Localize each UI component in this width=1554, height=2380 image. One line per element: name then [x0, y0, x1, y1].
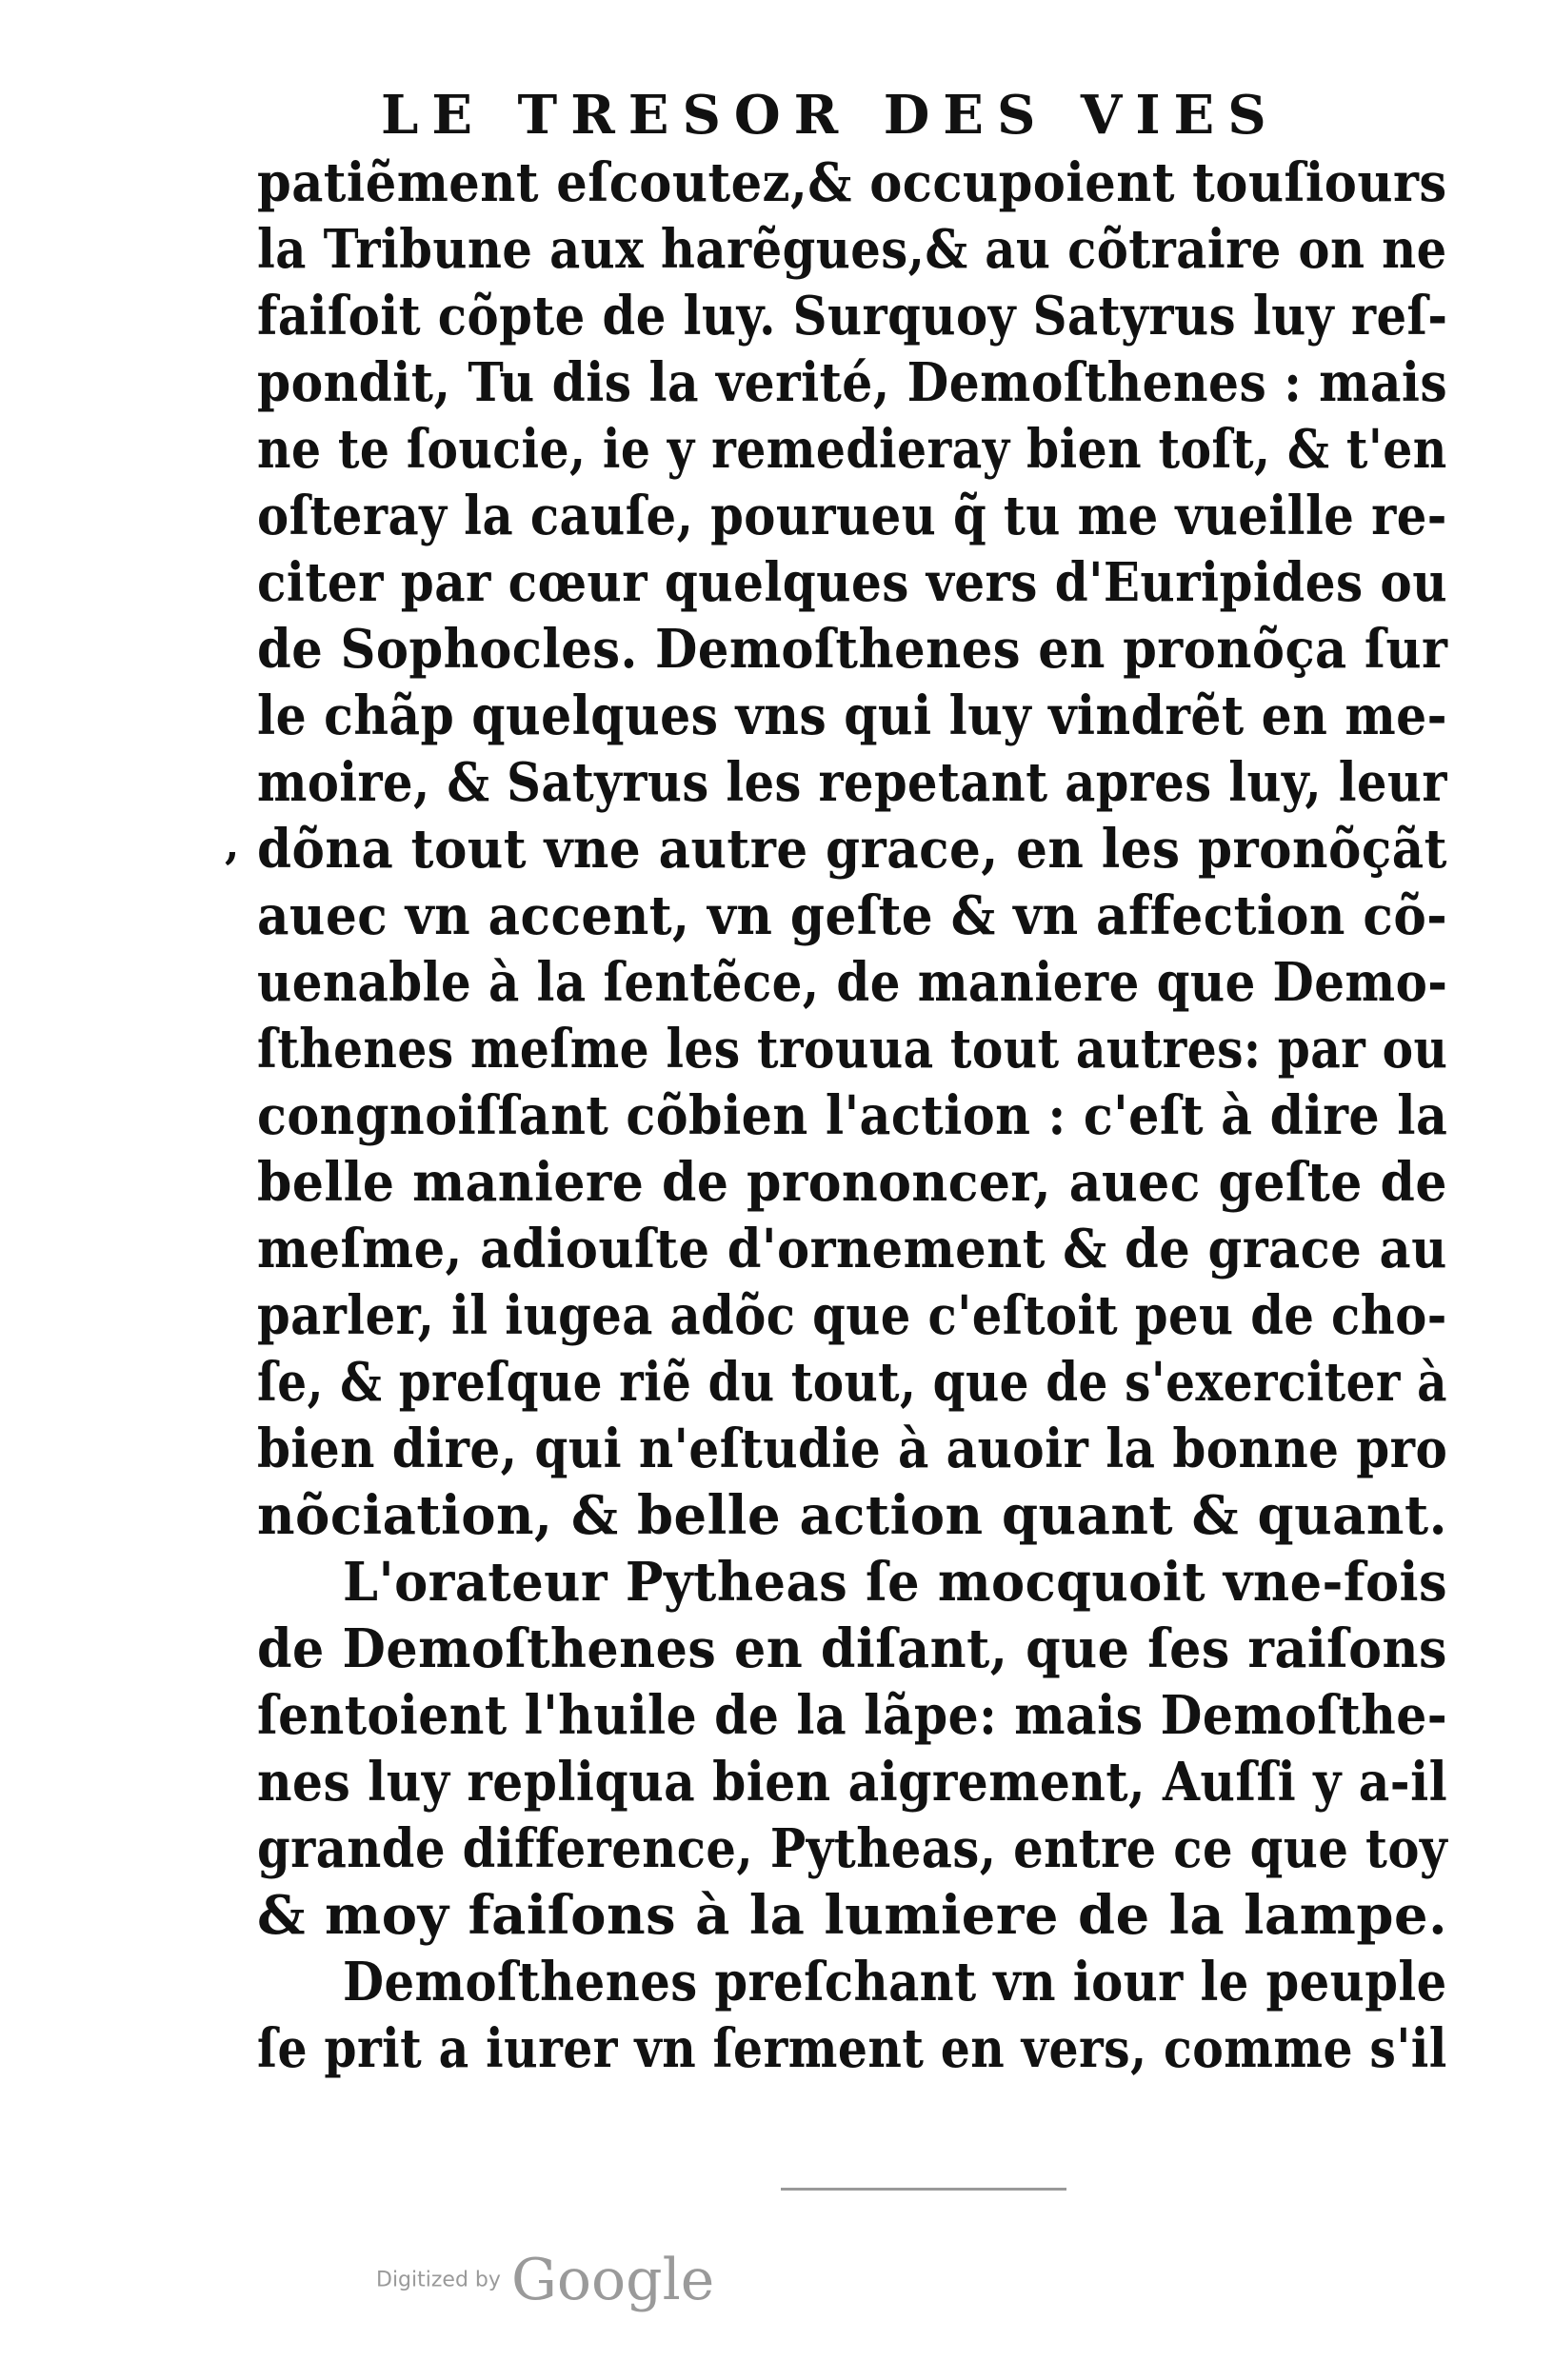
google-logo: Google: [511, 2247, 715, 2313]
text-line: ſthenes meſme les trouua tout autres: par ou: [257, 1018, 1448, 1081]
text-line: pondit, Tu dis la verité, Demoſthenes : mais: [257, 351, 1448, 414]
text-line: bien dire, qui n'eſtudie à auoir la bonne pro: [257, 1418, 1448, 1480]
text-line: oſteray la cauſe, pourueu q̃ tu me vueille re-: [257, 485, 1447, 547]
text-line: patiẽment eſcoutez,& occupoient touſiours: [257, 151, 1447, 214]
text-line: Demoſthenes preſchant vn iour le peuple: [343, 1951, 1447, 2013]
text-line: citer par cœur quelques vers d'Euripides ou: [257, 551, 1448, 614]
text-line: & moy faiſons à la lumiere de la lampe.: [257, 1884, 1448, 1947]
text-line: grande difference, Pytheas, entre ce que toy: [257, 1817, 1448, 1880]
text-line: ſentoient l'huile de la lãpe: mais Demoſthe-: [257, 1684, 1448, 1747]
text-line: de Sophocles. Demoſthenes en pronõça ſur: [257, 618, 1448, 681]
text-line: moire, & Satyrus les repetant apres luy, leur: [257, 751, 1447, 814]
text-line: ſe prit a iurer vn ſerment en vers, comme s'il: [257, 2017, 1447, 2080]
text-line: meſme, adiouſte d'ornement & de grace au: [257, 1218, 1447, 1280]
text-line: L'orateur Pytheas ſe mocquoit vne-fois: [343, 1551, 1448, 1614]
text-line: nes luy repliqua bien aigrement, Auſſi y a-il: [257, 1751, 1448, 1814]
text-line: parler, il iugea adõc que c'eſtoit peu de cho-: [257, 1284, 1447, 1347]
text-line: belle maniere de prononcer, auec geſte de: [257, 1151, 1447, 1214]
running-head: LE TRESOR DES VIES: [381, 84, 1280, 147]
text-line: ne te ſoucie, ie y remedieray bien toſt, & t'en: [257, 418, 1447, 481]
digitized-by-label: Digitized by: [376, 2268, 501, 2292]
text-line: le chãp quelques vns qui luy vindrẽt en me-: [257, 684, 1448, 747]
text-line: faiſoit cõpte de luy. Surquoy Satyrus luy reſ-: [257, 285, 1448, 347]
text-line: dõna tout vne autre grace, en les pronõçãt: [257, 818, 1447, 881]
text-line: nõciation, & belle action quant & quant.: [257, 1484, 1448, 1547]
text-line: uenable à la ſentẽce, de maniere que Demo-: [257, 951, 1448, 1014]
bottom-rule: [781, 2188, 1066, 2191]
digitization-footer: [376, 2247, 714, 2313]
text-line: congnoiſſant cõbien l'action : c'eſt à dire la: [257, 1084, 1448, 1147]
text-line: auec vn accent, vn geſte & vn affection cõ-: [257, 884, 1448, 947]
text-line: de Demoſthenes en diſant, que ſes raiſons: [257, 1617, 1447, 1680]
text-line: ſe, & preſque riẽ du tout, que de s'exerciter à: [257, 1351, 1448, 1414]
text-line: la Tribune aux harẽgues,& au cõtraire on ne: [257, 218, 1447, 281]
margin-mark: ,: [225, 821, 240, 869]
